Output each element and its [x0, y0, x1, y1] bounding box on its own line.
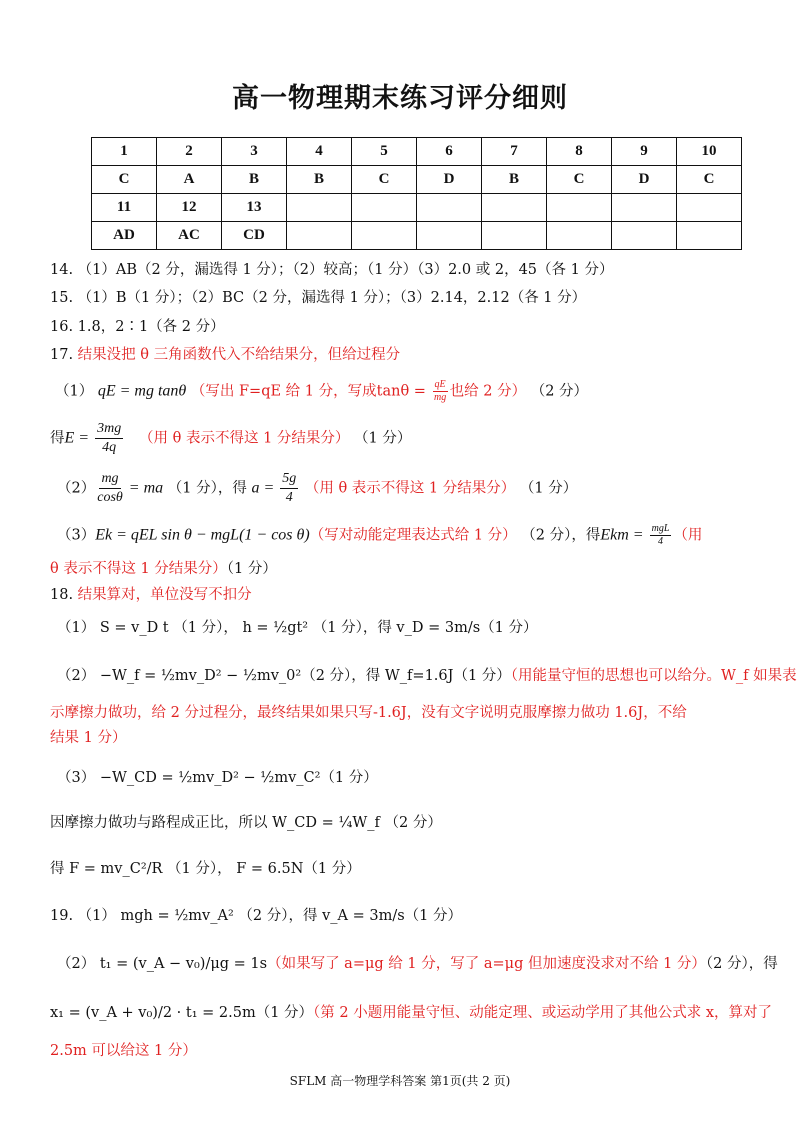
table-cell: 11: [92, 194, 157, 222]
ekm-fraction: [650, 523, 672, 548]
q17-number: 17.: [50, 347, 74, 363]
answer-table: [91, 137, 742, 250]
q17-part1-score: （2 分）: [530, 383, 589, 400]
table-cell: A: [157, 166, 222, 194]
table-cell: [612, 222, 677, 250]
q14-answer: 14. （1）AB（2 分，漏选得 1 分）；（2）较高；（1 分）（3）2.0 或 2，45（各 1 分）: [50, 262, 614, 278]
q17-part3-ekm: Ekm =: [600, 526, 648, 544]
table-cell: B: [482, 166, 547, 194]
page-title: 高一物理期末练习评分细则: [232, 83, 568, 114]
q17-part3-score: （2 分），得: [521, 527, 601, 544]
q19-part2: [57, 953, 778, 975]
fraction-denominator: 4: [658, 536, 663, 547]
q17-part3-cont-note: θ 表示不得这 1 分结果分）: [50, 561, 227, 577]
q17-part1-formula: qE = mg tanθ: [97, 382, 187, 400]
q19-part3-note: （第 2 小题用能量守恒、动能定理、或运动学用了其他公式求 x，算对了: [313, 1005, 773, 1021]
q18-part1: （1） S = v_D t （1 分）， h = ½gt² （1 分），得 v_D = 3m/s（1 分）: [57, 620, 538, 636]
q17-part1: [55, 379, 588, 404]
table-cell: [287, 222, 352, 250]
q17-result-e-note: （用 θ 表示不得这 1 分结果分）: [139, 430, 350, 447]
table-cell: C: [92, 166, 157, 194]
q19-part2-note: （如果写了 a=μg 给 1 分，写了 a=μg 但加速度没求对不给 1 分）: [267, 956, 706, 972]
q17-part2-a: a =: [251, 479, 279, 497]
table-cell: 12: [157, 194, 222, 222]
q19-part1: 19. （1） mgh = ½mv_A² （2 分），得 v_A = 3m/s（1 分）: [50, 908, 462, 924]
fraction-denominator: cosθ: [97, 490, 123, 505]
table-cell: C: [352, 166, 417, 194]
q17-result-e-score: （1 分）: [354, 430, 412, 447]
fraction-numerator: qE: [434, 379, 446, 390]
q17-part3-tail: （用: [673, 527, 703, 544]
q19-part3-formula: x₁ = (v_A + v₀)/2 · t₁ = 2.5m（1 分）: [50, 1005, 314, 1021]
table-cell: 3: [222, 138, 287, 166]
table-cell: [547, 194, 612, 222]
table-cell: 2: [157, 138, 222, 166]
q18-part2-formula: （2） −W_f = ½mv_D² − ½mv_0²（2 分），得 W_f=1.6J（1 分）: [57, 668, 511, 684]
table-cell: C: [677, 166, 742, 194]
table-cell: AC: [157, 222, 222, 250]
table-cell: 4: [287, 138, 352, 166]
table-cell: [417, 194, 482, 222]
table-cell: B: [222, 166, 287, 194]
q18-part2-note: （用能量守恒的思想也可以给分。W_f 如果表: [510, 668, 797, 684]
fraction-numerator: 5g: [280, 470, 298, 489]
fraction-denominator: mg: [433, 392, 447, 403]
table-cell: [482, 194, 547, 222]
table-cell: 1: [92, 138, 157, 166]
q17-part2-fraction: [97, 470, 123, 507]
q17-result-e: [50, 420, 411, 457]
table-cell: 5: [352, 138, 417, 166]
q17-part3-cont-score: （1 分）: [226, 561, 277, 577]
e-fraction: [95, 420, 123, 457]
result-lhs: E =: [64, 429, 94, 447]
q18-part5: 得 F = mv_C²/R （1 分）， F = 6.5N（1 分）: [50, 861, 361, 877]
table-cell: [287, 194, 352, 222]
q18-grading-note: 结果算对，单位没写不扣分: [77, 587, 252, 603]
q17-part2-label: （2）: [57, 480, 96, 497]
q17-part3-formula: Ek = qEL sin θ − mgL(1 − cos θ): [95, 526, 310, 544]
q18-part2-note-line3: 结果 1 分）: [50, 730, 127, 746]
table-cell: [547, 222, 612, 250]
q17-part1-note-end: 也给 2 分）: [449, 383, 527, 400]
table-cell: 6: [417, 138, 482, 166]
q17-part2-score: （1 分）: [519, 480, 578, 497]
q17-part3-note: （写对动能定理表达式给 1 分）: [309, 527, 517, 544]
table-row: [92, 222, 742, 250]
q19-part3-note-line2: 2.5m 可以给这 1 分）: [50, 1043, 197, 1059]
fraction-numerator: 3mg: [95, 420, 123, 439]
q15-answer: 15. （1）B（1 分）；（2）BC（2 分，漏选得 1 分）；（3）2.14，2.12（各 1 分）: [50, 290, 587, 306]
table-row: [92, 138, 742, 166]
table-cell: D: [612, 166, 677, 194]
page-footer: SFLM 高一物理学科答案 第1页(共 2 页): [289, 1074, 511, 1088]
table-cell: D: [417, 166, 482, 194]
q17-part2-rhs: = ma: [124, 479, 164, 497]
q17-grading-note: 结果没把 θ 三角函数代入不给结果分，但给过程分: [77, 347, 401, 363]
q17-part3-cont: [50, 558, 277, 580]
q17-part3: [57, 523, 702, 548]
q17-part3-label: （3）: [57, 527, 96, 544]
q19-part3: [50, 1002, 772, 1024]
table-row: [92, 194, 742, 222]
table-cell: B: [287, 166, 352, 194]
q18-number: 18.: [50, 587, 74, 603]
table-cell: [417, 222, 482, 250]
table-cell: 7: [482, 138, 547, 166]
q19-part2-formula: （2） t₁ = (v_A − v₀)/μg = 1s: [57, 956, 268, 972]
fraction-denominator: 4q: [102, 440, 117, 455]
fraction-numerator: mgL: [651, 523, 670, 534]
q16-answer: 16. 1.8，2∶1（各 2 分）: [50, 319, 225, 335]
q18-part2: [57, 665, 797, 687]
a-fraction: [280, 470, 298, 507]
q18-header: [50, 584, 252, 606]
table-cell: [677, 194, 742, 222]
table-cell: 13: [222, 194, 287, 222]
q18-part4: 因摩擦力做功与路程成正比，所以 W_CD = ¼W_f （2 分）: [50, 815, 442, 831]
q17-part1-label: （1）: [55, 383, 94, 400]
table-cell: CD: [222, 222, 287, 250]
q19-part2-score: （2 分），得: [705, 956, 778, 972]
table-cell: [482, 222, 547, 250]
table-cell: 8: [547, 138, 612, 166]
q17-part2: [57, 470, 577, 507]
q17-part2-note: （用 θ 表示不得这 1 分结果分）: [304, 480, 516, 497]
table-cell: 9: [612, 138, 677, 166]
q18-part2-note-line2: 示摩擦力做功，给 2 分过程分，最终结果如果只写-1.6J，没有文字说明克服摩擦力做功 1.6J，不给: [50, 705, 687, 721]
table-cell: [677, 222, 742, 250]
table-row: [92, 166, 742, 194]
table-cell: [612, 194, 677, 222]
result-prefix: 得: [50, 430, 65, 447]
fraction-numerator: mg: [99, 470, 120, 489]
table-cell: AD: [92, 222, 157, 250]
table-cell: 10: [677, 138, 742, 166]
fraction-denominator: 4: [285, 490, 293, 505]
q17-part2-mid: （1 分），得: [167, 480, 247, 497]
table-cell: [352, 194, 417, 222]
q17-part1-note-fraction: [433, 379, 448, 404]
table-cell: [352, 222, 417, 250]
q17-header: [50, 344, 400, 366]
q18-part3: （3） −W_CD = ½mv_D² − ½mv_C²（1 分）: [57, 770, 378, 786]
q17-part1-note: （写出 F=qE 给 1 分，写成tanθ =: [190, 383, 431, 400]
table-cell: C: [547, 166, 612, 194]
